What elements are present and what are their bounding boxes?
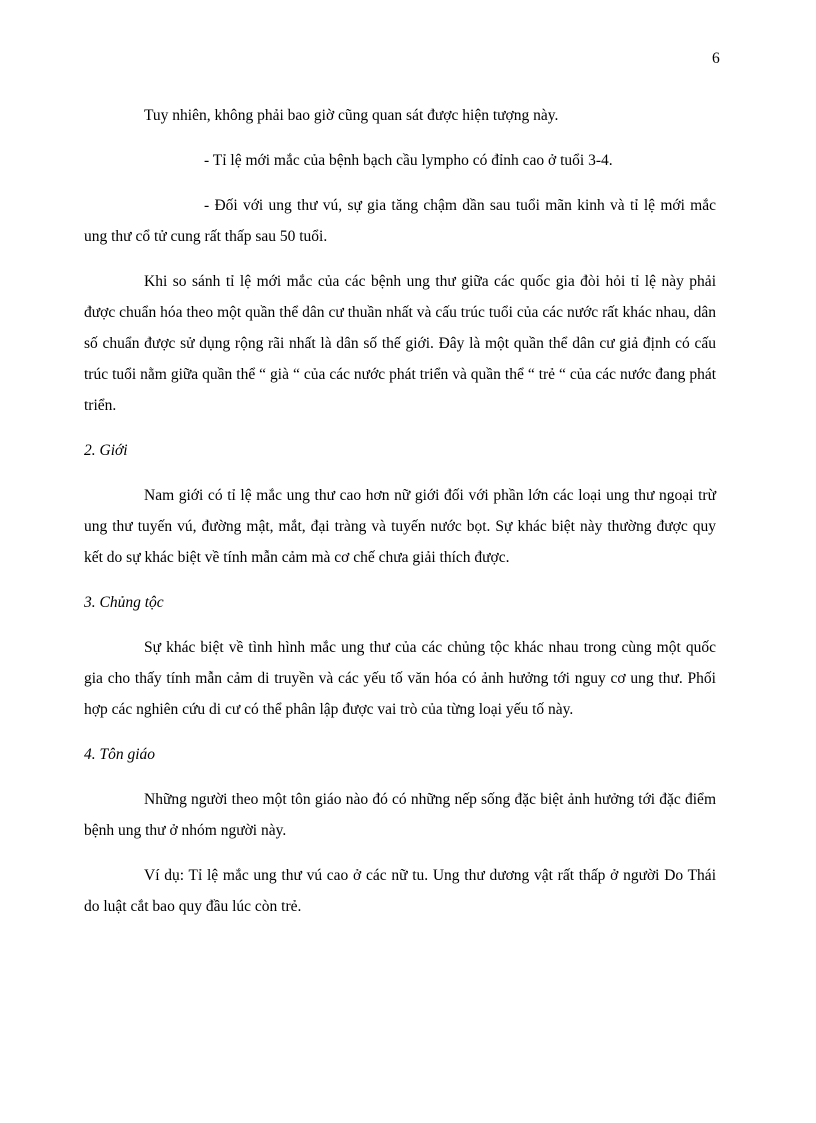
section-heading-gender: 2. Giới	[84, 442, 128, 459]
page-number: 6	[712, 50, 720, 67]
bullet-item-lymphoma: - Tỉ lệ mới mắc của bệnh bạch cầu lympho có đỉnh cao ở tuổi 3-4.	[204, 152, 613, 169]
paragraph-intro: Tuy nhiên, không phải bao giờ cũng quan sát được hiện tượng này.	[144, 107, 559, 124]
section-heading-race: 3. Chủng tộc	[84, 594, 164, 611]
paragraph-example: Ví dụ: Tỉ lệ mắc ung thư vú cao ở các nữ tu. Ung thư dương vật rất thấp ở người Do Thái do luật cắt bao quy đầu lúc còn trẻ.	[84, 867, 716, 915]
paragraph-religion: Những người theo một tôn giáo nào đó có những nếp sống đặc biệt ảnh hưởng tới đặc điểm bệnh ung thư ở nhóm người này.	[84, 791, 716, 839]
paragraph-gender: Nam giới có tỉ lệ mắc ung thư cao hơn nữ giới đối với phần lớn các loại ung thư ngoại trừ ung thư tuyến vú, đường mật, mắt, đại tràng và tuyến nước bọt. Sự khác biệt này thường được quy kết do sự khác biệt về tính mẫn cảm mà cơ chế chưa giải thích được.	[84, 487, 716, 566]
paragraph-standardization: Khi so sánh tỉ lệ mới mắc của các bệnh ung thư giữa các quốc gia đòi hỏi tỉ lệ này phải được chuẩn hóa theo một quần thể dân cư thuần nhất và cấu trúc tuổi của các nước rất khác nhau, dân số chuẩn được sử dụng rộng rãi nhất là dân số thế giới. Đây là một quần thể dân cư giả định có cấu trúc tuổi nằm giữa quần thể “ già “ của các nước phát triển và quần thể “ trẻ “ của các nước đang phát triển.	[84, 273, 716, 414]
paragraph-race: Sự khác biệt về tình hình mắc ung thư của các chủng tộc khác nhau trong cùng một quốc gia cho thấy tính mẫn cảm di truyền và các yếu tố văn hóa có ảnh hưởng tới nguy cơ ung thư. Phối hợp các nghiên cứu di cư có thể phân lập được vai trò của từng loại yếu tố này.	[84, 639, 716, 718]
section-heading-religion: 4. Tôn giáo	[84, 746, 156, 763]
bullet-item-breast-cancer: - Đối với ung thư vú, sự gia tăng chậm dần sau tuổi mãn kinh và tỉ lệ mới mắc ung thư cổ tử cung rất thấp sau 50 tuổi.	[84, 197, 716, 245]
document-body	[84, 100, 716, 922]
